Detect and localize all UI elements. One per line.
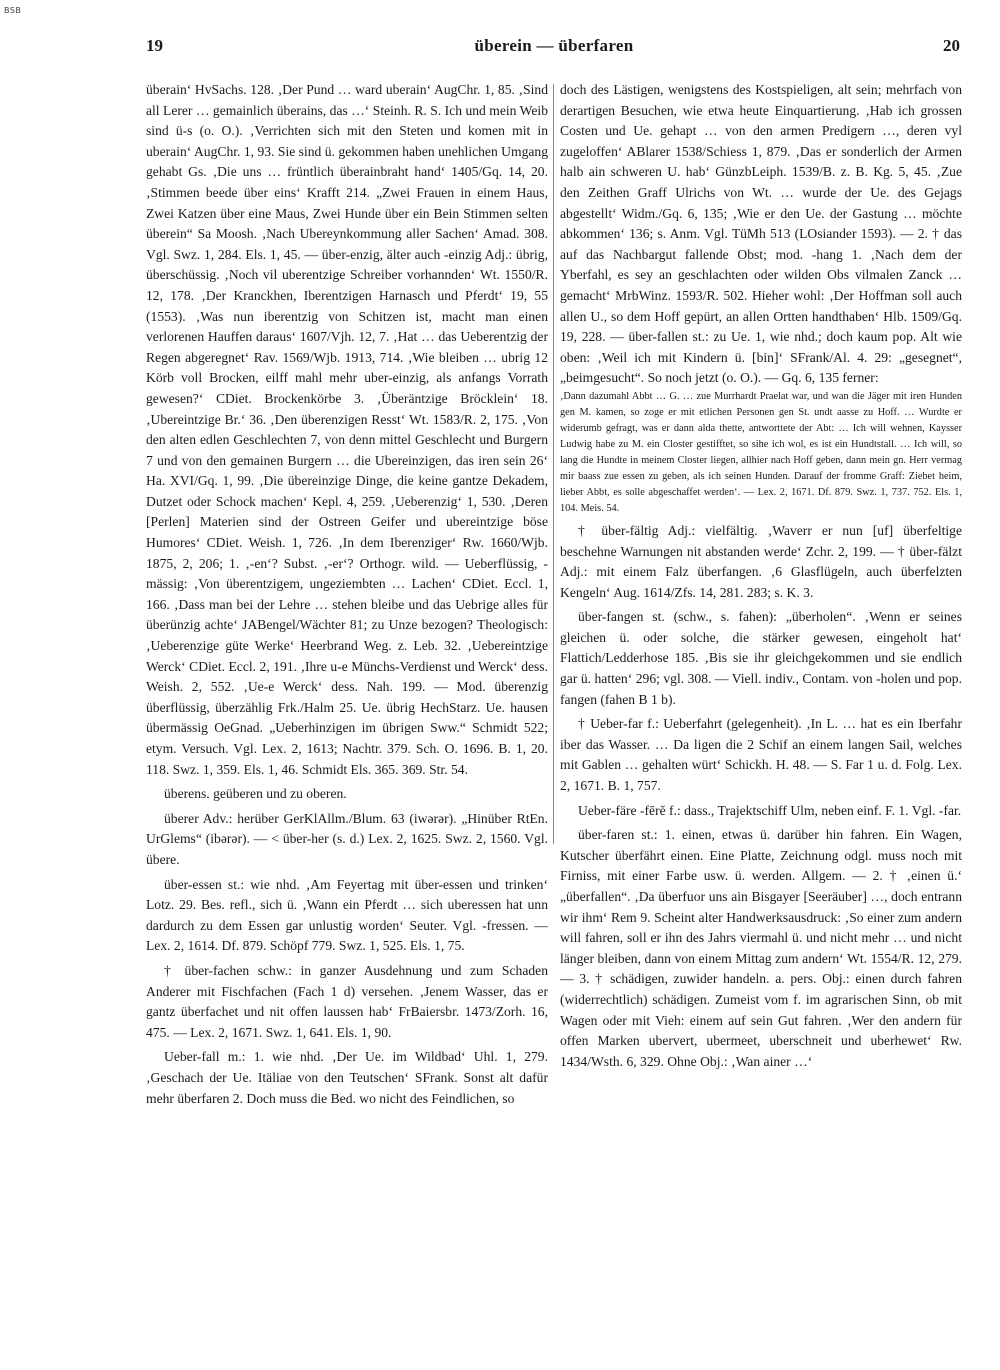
- entry-ueber-fall: Ueber-fall m.: 1. wie nhd. ‚Der Ue. im Wildbad‘ Uhl. 1, 279. ‚Geschach der Ue. Itäliae von den Teutschen‘ SFrank. Sonst alt dafür mehr überfaren 2. Doch muss die Bed. wo nicht des Feindlichen, so: [146, 1049, 548, 1106]
- entry-ueber-fangen: über-fangen st. (schw., s. fahen): „überholen“. ‚Wenn er seines gleichen ü. oder solche, die stärker gewesen, eingeholt hat‘ Flattich/Ledderhose 185. ‚Bis sie ihr gleichgekommen und sie endlich gar ü. hatten‘ 296; vgl. 308. — Viell. indiv., Contam. von -holen und pop. fangen (fahen B 1 b).: [560, 609, 962, 707]
- running-title: überein — überfaren: [474, 36, 634, 55]
- library-stamp: BSB: [4, 6, 22, 15]
- entry-ueberein-continued: überain‘ HvSachs. 128. ‚Der Pund … ward uberain‘ AugChr. 1, 85. ‚Sind all Lerer … gemainlich überains, das …‘ Steinh. R. S. Ich und mein Weib sind ü-s (o. O.). ‚Verrichten sich mit den Steten und komen mit in uberain‘ AugChr. 1, 93. Sie sind ü. gekommen haben unehlichen Umgang gehabt Gs. ‚Die uns … früntlich überainbraht hand‘ 1405/Gq. 14, 20. ‚Stimmen beede über eins‘ Krafft 214. „Zwei Frauen in einem Haus, Zwei Katzen über eine Maus, Zwei Hunde über ein Bein Stimmen selten überein“ Sa Moosh. ‚Nach Ubereynkommung aller Sachen‘ Amad. 308. Vgl. Swz. 1, 284. Els. 1, 45. — über-enzig, älter auch -einzig Adj.: übrig, überschüssig. ‚Noch vil uberentzige Schreiber vorhannden‘ Wt. 1550/R. 12, 178. ‚Der Kranckhen, Iberentzigen Harnasch und Pferdt‘ 19, 55 (1553). ‚Was nun iberentzig von Schitzen ist, macht man einen verlorenen Hauffen daraus‘ 1607/Vjh. 12, 7. ‚Hat … das Ueberentzig der Regen abgeregnet‘ Rav. 1569/Wjb. 1913, 714. ‚Wie bleiben … ubrig 12 Körb voll Brocken, eilff mahl mehr uber-einzig, als anfangs Vorrath gewesen?‘ CDiet. Brockenkörbe 3. ‚Überäntzige Bröcklein‘ 18. ‚Ubereintzige Br.‘ 36. ‚Den überenzigen Resst‘ Wt. 1583/R. 2, 175. ‚Von den alten edlen Geschlechten 7, von denn mittel Geschlecht und Burgern 7 und von den gemainen Burgern … die Ubereinzigen, das iren sein 26‘ Ha. XVI/Gq. 1, 99. ‚Die übereinzige Dinge, die keine gantze Dekadem, Dutzet oder Schock machen‘ Kepl. 4, 259. ‚Ueberenzig‘ 1, 530. ‚Deren [Perlen] Materien sind der Ostreen Geifer und ubereintzige böse Humores‘ CDiet. Weish. 1, 726. ‚In dem Iberenziger‘ Rw. 1660/Wjb. 1875, 2, 206; 1. ‚-en‘? Subst. ‚-er‘? Orthogr. wild. — Ueberflüssig, -mässig: ‚Von überentzigem, ungeziembten … Lachen‘ CDiet. Eccl. 1, 166. ‚Dass man bei der Lehre … stehen bleibe und das Uebrige alles für überünzig achte‘ JABengel/Wächter 81; zu Unze bezogen? Theologisch: ‚Ueberenzige güte Werke‘ Heerbrand Weg. z. Leb. 32. ‚Uebereintzige Werck‘ CDiet. Eccl. 2, 191. ‚Ihre u-e Münchs-Verdienst und Werck‘ dess. Weish. 2, 552. ‚Ue-e Werck‘ dess. Nah. 199. — Mod. überenzig überflüssig, überzählig Frk./Halm 25. Ue. übrig HechStarz. Ue. hausen übermässig OeGnad. „Ueberhinzigen im übrigen Sww.“ Schmidt 522; etym. Versuch. Vgl. Lex. 2, 1613; Nachtr. 379. Sch. O. 1696. B. 1, 20. 118. Swz. 1, 359. Els. 1, 46. Schmidt Els. 365. 369. Str. 54.: [146, 82, 548, 777]
- entry-ueber-faeltig: † über-fältig Adj.: vielfältig. ‚Waverr er nun [uf] überfeltige beschehne Warnungen nit abstanden werde‘ Zchr. 2, 199. — † über-fälzt Adj.: mit einem Falz überfangen. ‚6 Glasflügeln, auch überfelzten Kengeln‘ Aug. 1614/Zfs. 14, 281. 283; s. K. 3.: [560, 522, 962, 600]
- entry-uberen: überens. geüberen und zu oberen.: [164, 786, 347, 802]
- page-header: [146, 36, 962, 62]
- right-column: [560, 80, 962, 1350]
- entry-ueber-fachen: † über-fachen schw.: in ganzer Ausdehnung und zum Schaden Anderer mit Fischfachen (Fach 1 d) versehen. ‚Jenem Wasser, das er gantz überfachet und nit offen laussen hab‘ FrBaiersbr. 1473/Zorh. 16, 475. — Lex. 2, 1671. Swz. 1, 641. Els. 1, 90.: [146, 962, 548, 1040]
- entry-ueber-fall-continued: doch des Lästigen, wenigstens des Kostspieligen, alt sein; mehrfach von derartigen Besuchen, wie etwa heute Einquartierung. ‚Hab ich grossen Costen und Ue. gehapt … von den armen Predigern …, deren vyl zugeloffen‘ ABlarer 1538/Schiess 1, 879. ‚Das er sonderlich der Armen halb ain schweren U. hab‘ GünzbLeiph. 1539/B. z. B. Kg. 5, 45. ‚Zue den Zeithen Graff Ulrichs von Wt. … wurde der Ue. des Gejags abgestellt‘ Widm./Gq. 6, 135; ‚Wie er den Ue. der Gastung … möchte abkommen‘ 136; s. Anm. Vgl. TüMh 513 (LOsiander 1593). — 2. † das auf das Nachbargut fallende Obst; mod. -hang 1. ‚Nach dem der Yberfahl, es sey an geschlachten oder wilden Obs vilmalen Zanck … gemacht‘ MrbWinz. 1593/R. 502. Hieher wohl: ‚Der Hoffman soll auch allen U., so dem Hoff gepürt, an allen Ortten handthaben‘ Hlb. 1509/Gq. 19, 228. — über-fallen st.: zu Ue. 1, wie nhd.; doch kaum pop. Alt wie oben: ‚Weil ich mit Kindern ü. [bin]‘ SFrank/Al. 4. 29: „gesegnet“, „beimgesucht“. So noch jetzt (o. O.). — Gq. 6, 135 ferner:: [560, 82, 962, 386]
- entry-uberer: überer Adv.: herüber GerKlAllm./Blum. 63 (iwərər). „Hinüber RtEn. UrGlems“ (ibərər). — < über-her (s. d.) Lex. 2, 1625. Swz. 2, 1560. Vgl. übere.: [146, 810, 548, 867]
- quotation-block: ‚Dann dazumahl Abbt … G. … zue Murrhardt Praelat war, und wan die Jäger mit iren Hunden gen M. kamen, so zoge er mit etlichen Personen gen St. undt aasse zu Hoff. … Wurdte er widerumb gefragt, was er dann alda thette, antworttete der Abt: … Ich will wehnen, Kaysser Ludwig habe zu M. ein Closter gestifftet, so sihe ich wol, es ist ein Hundtstall. … Ich will, so lang die Hundte in meinem Closter liegen, allhier nach Hoff geben, dann mein gn. Herr vermag mir baass zue essen zu geben, als ich seinen Hunden. Darauf der fromme Graff: Ziebet heim, lieber Abbt, es solle abgeschaffet werden‘. — Lex. 2, 1671. Df. 879. Swz. 1, 737. 752. Els. 1, 104. Meis. 54.: [560, 390, 962, 514]
- left-column: [146, 80, 548, 1350]
- entry-ueber-faren: über-faren st.: 1. einen, etwas ü. darüber hin fahren. Ein Wagen, Kutscher überfährt einen. Eine Platte, Zeichnung odgl. muss noch mit Firniss, mit einer Farbe usw. ü. werden. Allgem. — 2. † ‚einen ü.‘ „überfallen“. ‚Da überfuor uns ain Bisgayer [Seeräuber] …, doch entrann wir ihm‘ Rem 9. Scheint alter Handwerksausdruck: ‚So einer zum andern will fahren, soll er ihn des Jahrs viermahl ü. und nicht mehr … und nicht länger bleiben, dann von einem Mittag zum andern‘ Wt. 1554/R. 12, 279. — 3. † schädigen, zuwider handeln. a. pers. Obj.: einen durch fahren (widerrechtlich) schädigen. Zumeist vom f. im agrarischen Sinn, ob mit Wagen oder mit Vieh: einem auf sein Gut fahren. ‚Wer den andern für offen Marken ubervert, ubermeet, uberschneit und uberhewet‘ Rw. 1434/Wsth. 6, 329. Ohne Obj.: ‚Wan ainer …‘: [560, 827, 962, 1069]
- column-number-left: 19: [146, 36, 163, 55]
- entry-ueber-essen: über-essen st.: wie nhd. ‚Am Feyertag mit über-essen und trinken‘ Lotz. 29. Bes. refl., sich ü. ‚Wann ein Pferdt … sich uberessen hat unn dardurch zu dem Essen gar unlustig worden‘ Seuter. Vgl. -fressen. — Lex. 2, 1614. Df. 879. Schöpf 779. Swz. 1, 525. Els. 1, 75.: [146, 876, 548, 954]
- entry-ueber-faere: Ueber-färe -fērĕ f.: dass., Trajektschiff Ulm, neben einf. F. 1. Vgl. -far.: [578, 802, 962, 818]
- column-number-right: 20: [943, 36, 960, 55]
- entry-ueber-far: † Ueber-far f.: Ueberfahrt (gelegenheit). ‚In L. … hat es ein Iberfahr iber das Wasser. … Da ligen die 2 Schif an einem langen Sail, welches mit Gablen … gehalten würt‘ Schickh. H. 48. — S. Far 1 u. d. Folg. Lex. 2, 1671. B. 1, 757.: [560, 716, 962, 794]
- column-divider: [553, 84, 554, 844]
